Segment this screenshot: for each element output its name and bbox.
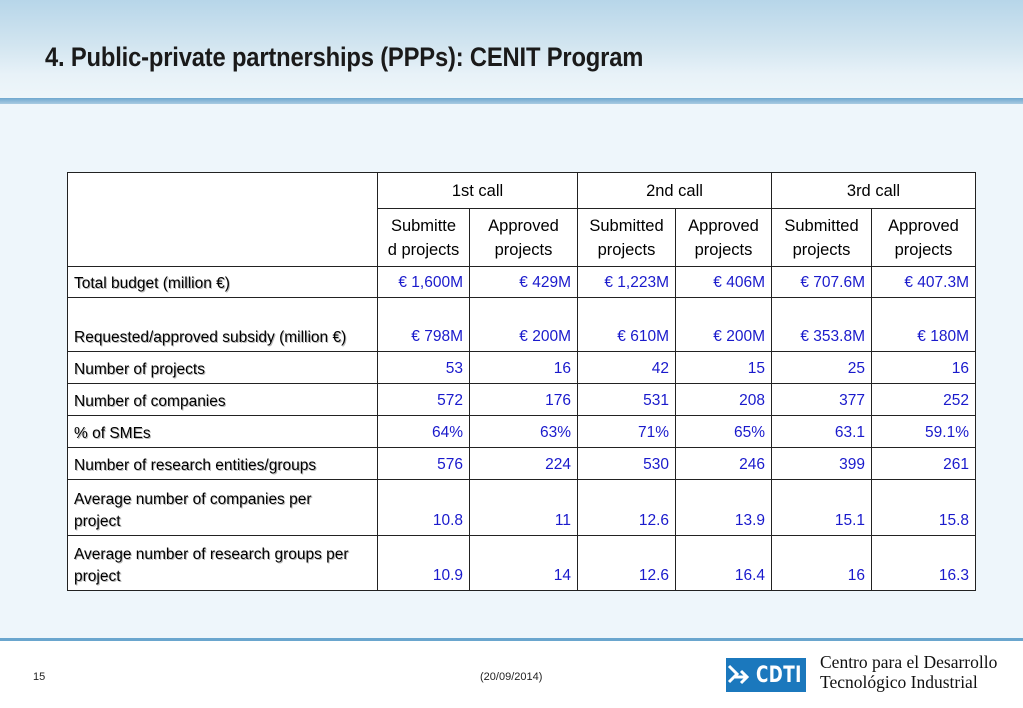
subheader-cell bbox=[378, 209, 470, 267]
value-cell: 176 bbox=[470, 384, 578, 416]
page-number: 15 bbox=[33, 671, 46, 683]
row-label-line: project bbox=[74, 568, 121, 585]
table-row bbox=[68, 480, 976, 536]
cenit-table bbox=[67, 172, 976, 591]
subheader-line: Approved bbox=[888, 216, 959, 235]
value-cell: 10.9 bbox=[378, 536, 470, 591]
subheader-line: projects bbox=[597, 240, 656, 259]
value-cell: 63% bbox=[470, 416, 578, 448]
subheader-line: Approved bbox=[688, 216, 759, 235]
value-cell: € 407.3M bbox=[872, 267, 976, 298]
table-corner-cell bbox=[68, 173, 378, 267]
value-cell: 65% bbox=[676, 416, 772, 448]
call-header-1: 1st call bbox=[378, 173, 578, 209]
value-cell: 59.1% bbox=[872, 416, 976, 448]
organization-name bbox=[820, 652, 997, 692]
row-label bbox=[68, 352, 378, 384]
value-cell: 25 bbox=[772, 352, 872, 384]
value-cell: 71% bbox=[578, 416, 676, 448]
value-cell: 530 bbox=[578, 448, 676, 480]
org-line-1: Centro para el Desarrollo bbox=[820, 652, 998, 672]
value-cell: 16 bbox=[772, 536, 872, 591]
value-cell: € 353.8M bbox=[772, 298, 872, 352]
page-title: 4. Public-private partnerships (PPPs): CENIT Program bbox=[45, 42, 644, 72]
value-cell: € 707.6M bbox=[772, 267, 872, 298]
subheader-cell bbox=[470, 209, 578, 267]
subheader-line: projects bbox=[494, 240, 553, 259]
table-row bbox=[68, 352, 976, 384]
footer-date: (20/09/2014) bbox=[480, 671, 543, 683]
value-cell: 224 bbox=[470, 448, 578, 480]
value-cell: € 180M bbox=[872, 298, 976, 352]
row-label bbox=[68, 448, 378, 480]
logo-text: CDTI bbox=[755, 662, 802, 688]
value-cell: 63.1 bbox=[772, 416, 872, 448]
value-cell: 15 bbox=[676, 352, 772, 384]
table-row bbox=[68, 298, 976, 352]
row-label-line: Number of projects bbox=[74, 361, 205, 378]
value-cell: 246 bbox=[676, 448, 772, 480]
value-cell: € 798M bbox=[378, 298, 470, 352]
value-cell: 16 bbox=[470, 352, 578, 384]
row-label-line: Total budget (million €) bbox=[74, 275, 230, 292]
row-label-line: Average number of companies per bbox=[74, 491, 312, 508]
value-cell: 11 bbox=[470, 480, 578, 536]
row-label-line: project bbox=[74, 513, 121, 530]
value-cell: € 1,223M bbox=[578, 267, 676, 298]
subheader-line: d projects bbox=[387, 240, 460, 259]
value-cell: 13.9 bbox=[676, 480, 772, 536]
value-cell: 42 bbox=[578, 352, 676, 384]
row-label-line: % of SMEs bbox=[74, 425, 151, 442]
value-cell: 15.1 bbox=[772, 480, 872, 536]
row-label bbox=[68, 416, 378, 448]
value-cell: 10.8 bbox=[378, 480, 470, 536]
subheader-cell bbox=[578, 209, 676, 267]
value-cell: 399 bbox=[772, 448, 872, 480]
value-cell: 64% bbox=[378, 416, 470, 448]
row-label bbox=[68, 298, 378, 352]
row-label bbox=[68, 384, 378, 416]
value-cell: 16.3 bbox=[872, 536, 976, 591]
logo-arrow-icon bbox=[727, 663, 749, 687]
value-cell: € 429M bbox=[470, 267, 578, 298]
row-label bbox=[68, 480, 378, 536]
row-label bbox=[68, 536, 378, 591]
value-cell: 377 bbox=[772, 384, 872, 416]
value-cell: 531 bbox=[578, 384, 676, 416]
value-cell: 252 bbox=[872, 384, 976, 416]
value-cell: 12.6 bbox=[578, 536, 676, 591]
row-label-line: Number of research entities/groups bbox=[74, 457, 317, 474]
value-cell: 16 bbox=[872, 352, 976, 384]
subheader-cell bbox=[872, 209, 976, 267]
cdti-logo bbox=[726, 658, 806, 692]
call-header-3: 3rd call bbox=[772, 173, 976, 209]
row-label-line: Number of companies bbox=[74, 393, 226, 410]
subheader-line: Submitted bbox=[589, 216, 664, 235]
value-cell: 261 bbox=[872, 448, 976, 480]
table-row bbox=[68, 416, 976, 448]
value-cell: 15.8 bbox=[872, 480, 976, 536]
value-cell: 572 bbox=[378, 384, 470, 416]
table-row bbox=[68, 448, 976, 480]
subheader-line: Approved bbox=[488, 216, 559, 235]
subheader-line: projects bbox=[694, 240, 753, 259]
row-label-line: Requested/approved subsidy (million €) bbox=[74, 329, 347, 346]
subheader-line: Submitted bbox=[784, 216, 859, 235]
value-cell: € 1,600M bbox=[378, 267, 470, 298]
row-label bbox=[68, 267, 378, 298]
call-header-2: 2nd call bbox=[578, 173, 772, 209]
value-cell: 16.4 bbox=[676, 536, 772, 591]
value-cell: € 200M bbox=[676, 298, 772, 352]
table-row bbox=[68, 536, 976, 591]
value-cell: 14 bbox=[470, 536, 578, 591]
value-cell: 12.6 bbox=[578, 480, 676, 536]
subheader-line: projects bbox=[894, 240, 953, 259]
value-cell: € 610M bbox=[578, 298, 676, 352]
table-row bbox=[68, 384, 976, 416]
value-cell: 576 bbox=[378, 448, 470, 480]
subheader-cell bbox=[772, 209, 872, 267]
subheader-line: projects bbox=[792, 240, 851, 259]
subheader-cell bbox=[676, 209, 772, 267]
subheader-line: Submitte bbox=[390, 216, 457, 235]
table-row bbox=[68, 267, 976, 298]
value-cell: 208 bbox=[676, 384, 772, 416]
org-line-2: Tecnológico Industrial bbox=[820, 672, 978, 692]
value-cell: € 200M bbox=[470, 298, 578, 352]
row-label-line: Average number of research groups per bbox=[74, 546, 349, 563]
value-cell: 53 bbox=[378, 352, 470, 384]
value-cell: € 406M bbox=[676, 267, 772, 298]
